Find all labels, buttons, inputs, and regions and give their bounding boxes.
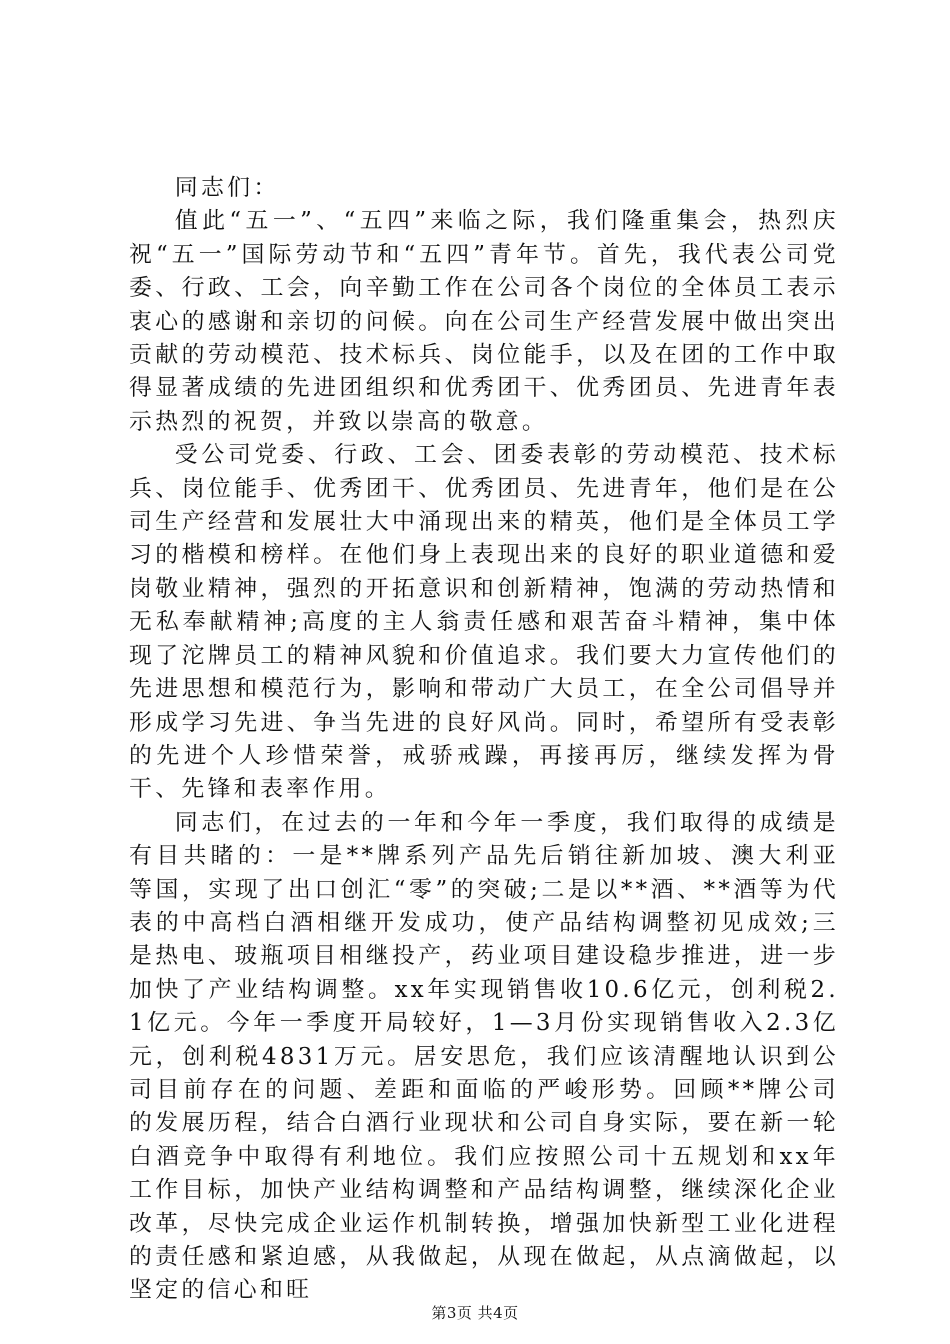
document-body — [129, 172, 839, 1308]
paragraph-honorees: 受公司党委、行政、工会、团委表彰的劳动模范、技术标兵、岗位能手、优秀团干、优秀团员、先进青年，他们是在公司生产经营和发展壮大中涌现出来的精英，他们是全体员工学习的楷模和榜样。在他们身上表现出来的良好的职业道德和爱岗敬业精神，强烈的开拓意识和创新精神，饱满的劳动热情和无私奉献精神;高度的主人翁责任感和艰苦奋斗精神，集中体现了沱牌员工的精神风貌和价值追求。我们要大力宣传他们的先进思想和模范行为，影响和带动广大员工，在全公司倡导并形成学习先进、争当先进的良好风尚。同时，希望所有受表彰的先进个人珍惜荣誉，戒骄戒躁，再接再厉，继续发挥为骨干、先锋和表率作用。 — [129, 442, 839, 803]
page-number-footer: 第3页 共4页 — [431, 1304, 519, 1322]
paragraph-achievements: 同志们，在过去的一年和今年一季度，我们取得的成绩是有目共睹的：一是**牌系列产品先后销往新加坡、澳大利亚等国，实现了出口创汇“零”的突破;二是以**酒、**酒等为代表的中高档白酒相继开发成功，使产品结构调整初见成效;三是热电、玻瓶项目相继投产，药业项目建设稳步推进，进一步加快了产业结构调整。xx年实现销售收10.6亿元，创利税2.1亿元。今年一季度开局较好，1—3月份实现销售收入2.3亿元，创利税4831万元。居安思危，我们应该清醒地认识到公司目前存在的问题、差距和面临的严峻形势。回顾**牌公司的发展历程，结合白酒行业现状和公司自身实际，要在新一轮白酒竞争中取得有利地位。我们应按照公司十五规划和xx年工作目标，加快产业结构调整和产品结构调整，继续深化企业改革，尽快完成企业运作机制转换，增强加快新型工业化进程的责任感和紧迫感，从我做起，从现在做起，从点滴做起，以坚定的信心和旺 — [129, 809, 839, 1304]
paragraph-celebration: 值此“五一”、“五四”来临之际，我们隆重集会，热烈庆祝“五一”国际劳动节和“五四”青年节。首先，我代表公司党委、行政、工会，向辛勤工作在公司各个岗位的全体员工表示衷心的感谢和亲切的问候。向在公司生产经营发展中做出突出贡献的劳动模范、技术标兵、岗位能手，以及在团的工作中取得显著成绩的先进团组织和优秀团干、优秀团员、先进青年表示热烈的祝贺，并致以崇高的敬意。 — [129, 208, 839, 435]
greeting: 同志们： — [174, 175, 280, 201]
